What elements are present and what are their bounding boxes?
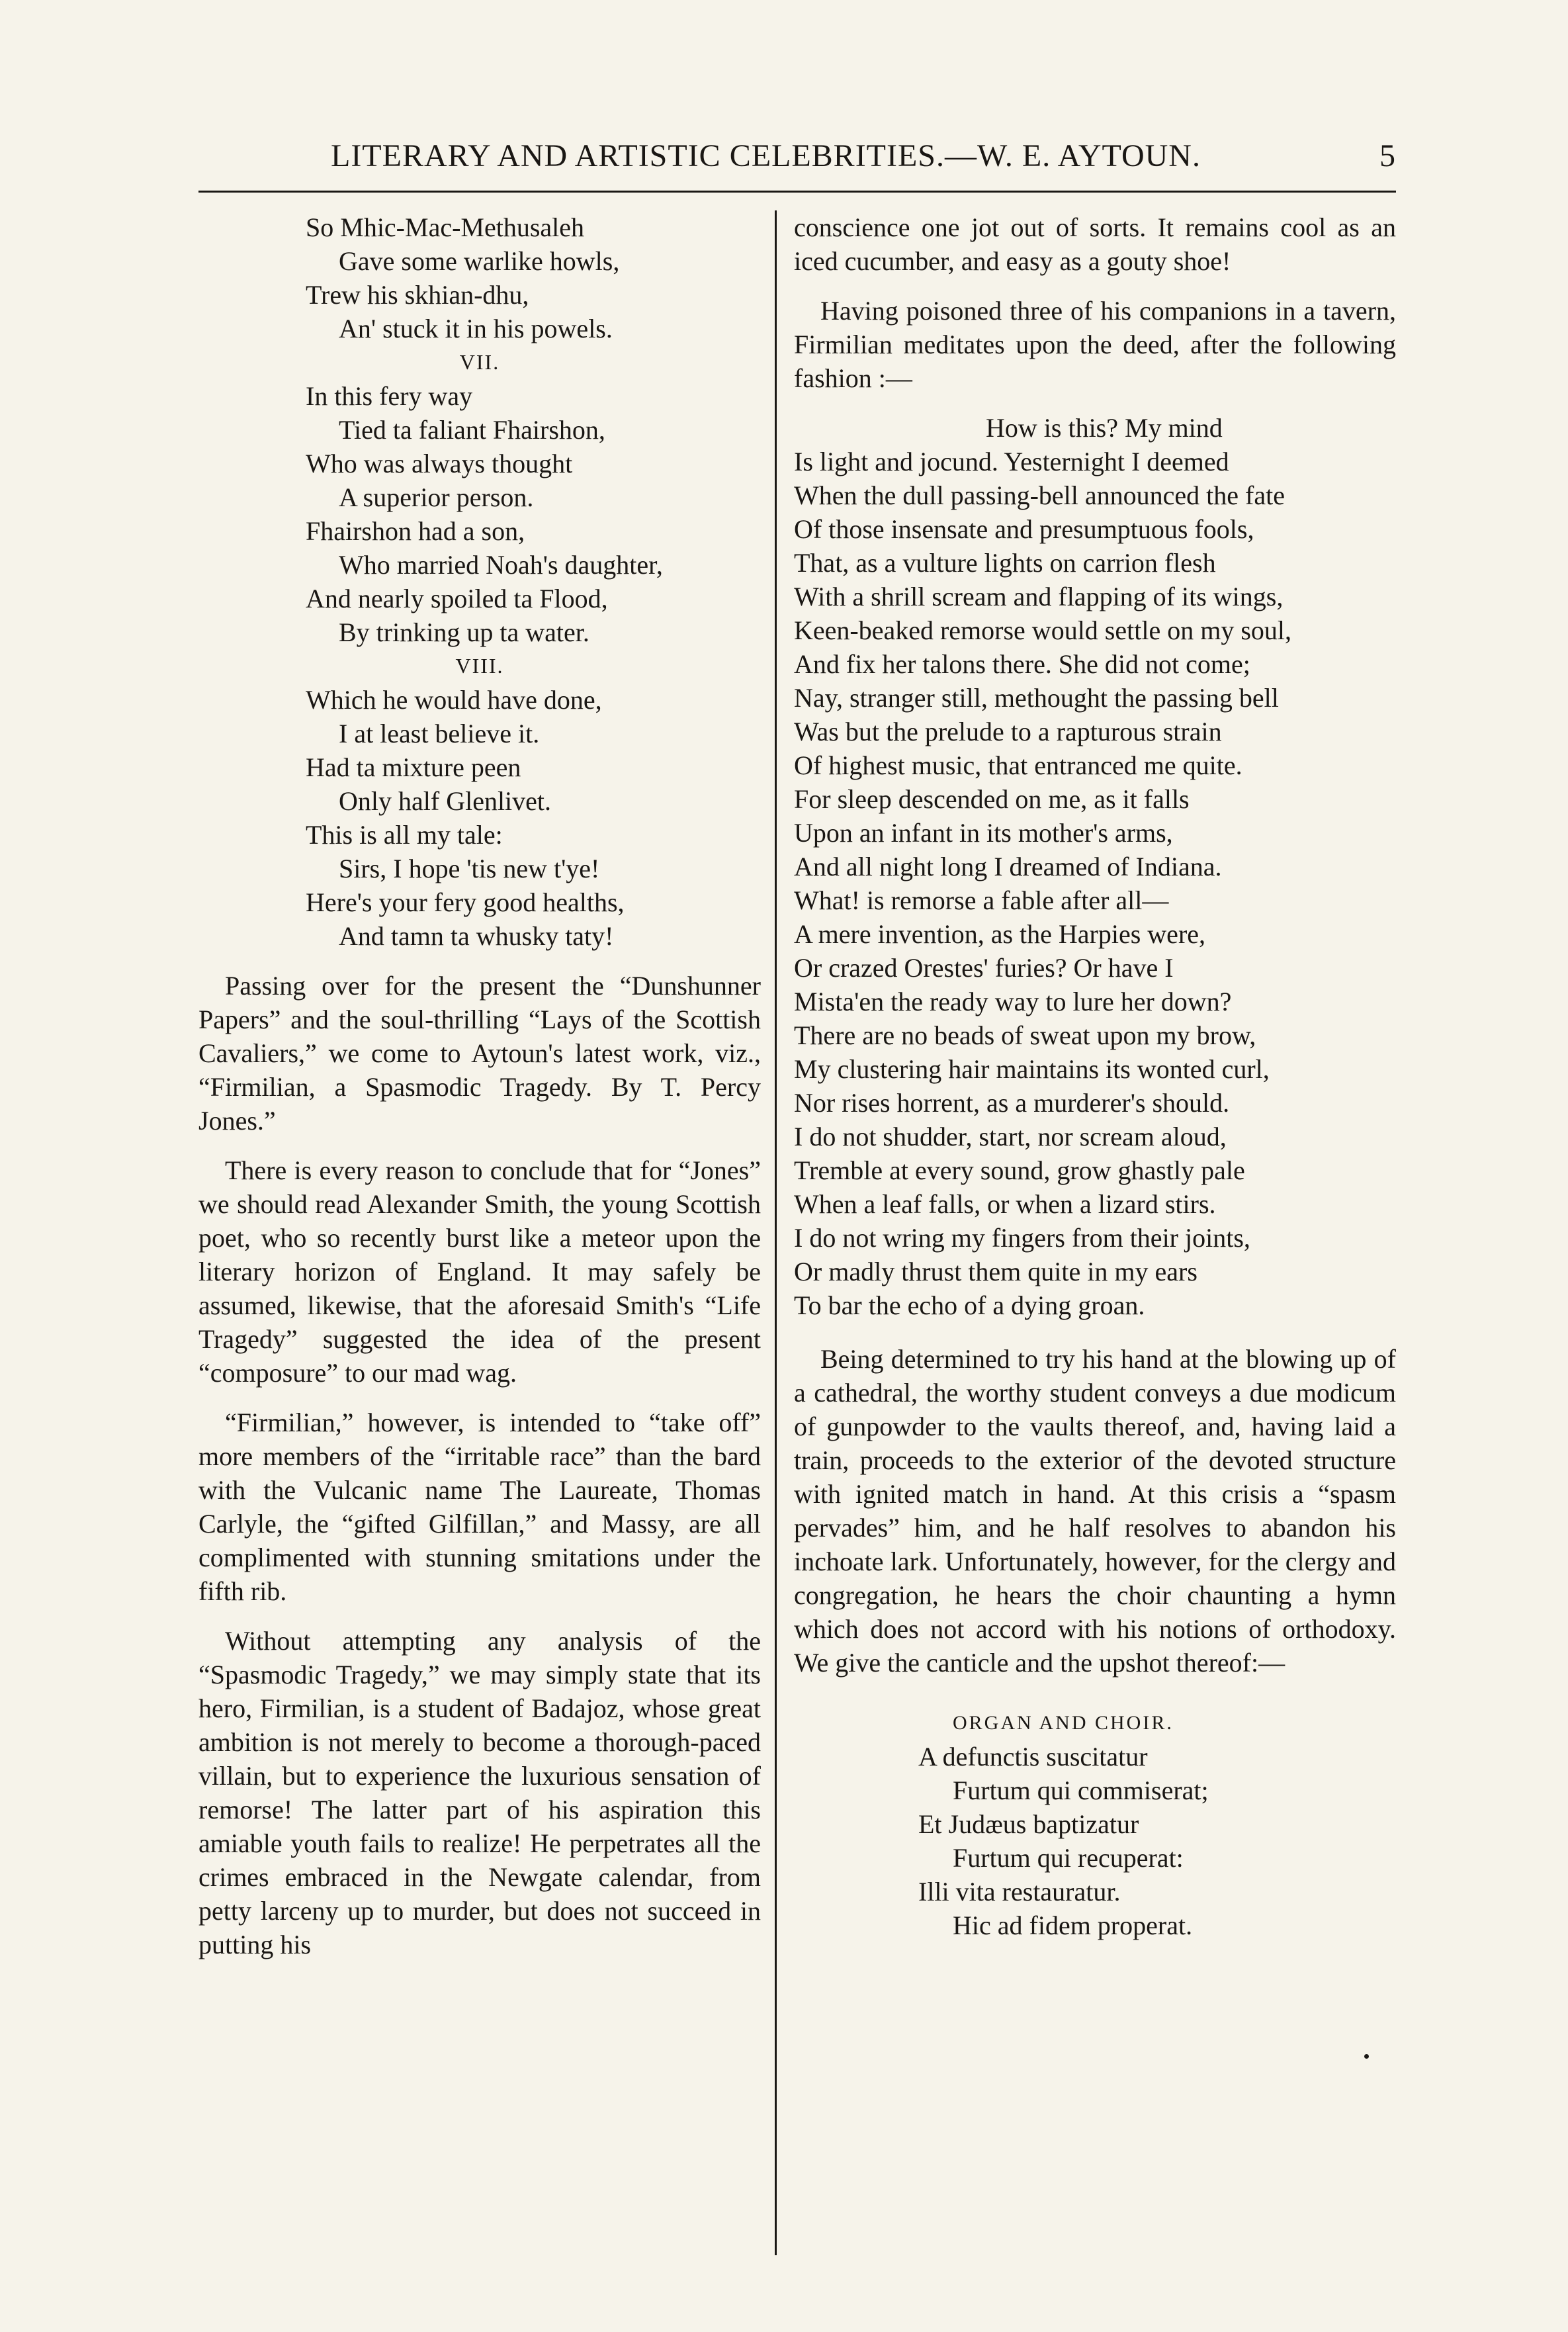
verse-line: Hic ad fidem properat.	[953, 1910, 1193, 1940]
verse-line: Furtum qui commiserat;	[953, 1775, 1209, 1805]
page-number: 5	[1379, 138, 1396, 173]
verse-line: For sleep descended on me, as it falls	[794, 784, 1190, 814]
verse-line: Mista'en the ready way to lure her down?	[794, 987, 1232, 1016]
body-paragraph-continued: conscience one jot out of sorts. It remains cool as an iced cucumber, and easy as a gouty shoe!	[794, 212, 1396, 276]
organ-and-choir-hymn	[794, 1706, 1396, 1942]
verse-line: Is light and jocund. Yesternight I deemed	[794, 447, 1229, 476]
verse-line: Who was always thought	[306, 449, 573, 478]
verse-line: When the dull passing-bell announced the fate	[794, 480, 1285, 510]
verse-line: That, as a vulture lights on carrion flesh	[794, 548, 1216, 578]
verse-line: How is this? My mind	[986, 413, 1223, 443]
verse-stanza-vii	[198, 379, 761, 649]
verse-line: With a shrill scream and flapping of its wings,	[794, 582, 1284, 611]
verse-line: Furtum qui recuperat:	[953, 1843, 1184, 1873]
verse-line: Keen-beaked remorse would settle on my soul,	[794, 615, 1292, 645]
verse-line: Was but the prelude to a rapturous strain	[794, 717, 1222, 746]
verse-line: Had ta mixture peen	[306, 752, 521, 782]
verse-line: I do not wring my fingers from their joints,	[794, 1223, 1250, 1253]
verse-line: An' stuck it in his powels.	[339, 314, 613, 343]
verse-line: Which he would have done,	[306, 685, 602, 715]
verse-line: Fhairshon had a son,	[306, 516, 525, 546]
verse-line: I at least believe it.	[339, 719, 540, 748]
running-header	[198, 132, 1396, 185]
verse-line: A defunctis suscitatur	[918, 1742, 1148, 1771]
verse-line: There are no beads of sweat upon my brow,	[794, 1020, 1256, 1050]
verse-stanza-viii	[198, 683, 761, 953]
body-paragraph: Being determined to try his hand at the blowing up of a cathedral, the worthy student conveys a due modicum of gunpowder to the vaults thereof, and, having laid a train, proceeds to the exterior of the devoted structure with ignited match in hand. At this crisis a “spasm pervades” him, and he half resolves to abandon his inchoate lark. Unfortunately, however, for the clergy and congregation, he hears the choir chaunting a hymn which does not accord with his notions of orthodoxy. We give the canticle and the upshot thereof:—	[794, 1344, 1396, 1678]
hymn-heading: ORGAN AND CHOIR.	[953, 1712, 1174, 1734]
verse-line: Illi vita restauratur.	[918, 1877, 1121, 1906]
verse-line: This is all my tale:	[306, 820, 503, 850]
body-paragraph: Having poisoned three of his companions in a tavern, Firmilian meditates upon the deed, after the following fashion :—	[794, 296, 1396, 393]
verse-line: My clustering hair maintains its wonted curl,	[794, 1054, 1270, 1084]
verse-line: Who married Noah's daughter,	[339, 550, 663, 580]
stanza-number: VII.	[459, 350, 500, 374]
column-divider	[775, 210, 777, 2255]
verse-line: Upon an infant in its mother's arms,	[794, 818, 1173, 848]
verse-line: What! is remorse a fable after all—	[794, 885, 1169, 915]
verse-line: Of highest music, that entranced me quite.	[794, 750, 1242, 780]
verse-line: Sirs, I hope 'tis new t'ye!	[339, 854, 600, 883]
verse-line: Trew his skhian-dhu,	[306, 280, 529, 310]
body-paragraph: There is every reason to conclude that for “Jones” we should read Alexander Smith, the young Scottish poet, who so recently burst like a meteor upon the literary horizon of England. It may safely be assumed, likewise, that the aforesaid Smith's “Life Tragedy” suggested the idea of the present “composure” to our mad wag.	[198, 1155, 761, 1388]
verse-line: A mere invention, as the Harpies were,	[794, 919, 1206, 949]
verse-line: I do not shudder, start, nor scream aloud,	[794, 1122, 1227, 1151]
body-paragraph: “Firmilian,” however, is intended to “take off” more members of the “irritable race” than the bard with the Vulcanic name The Laureate, Thomas Carlyle, the “gifted Gilfillan,” and Massy, are all complimented with stunning smitations under the fifth rib.	[198, 1408, 761, 1606]
verse-line: Tremble at every sound, grow ghastly pale	[794, 1155, 1245, 1185]
verse-line: Only half Glenlivet.	[339, 786, 552, 816]
verse-line: In this fery way	[306, 381, 473, 411]
running-title: LITERARY AND ARTISTIC CELEBRITIES.—W. E. AYTOUN.	[331, 138, 1201, 173]
right-column	[794, 210, 1396, 1942]
verse-line: And tamn ta whusky taty!	[339, 921, 614, 951]
firmilian-soliloquy	[794, 411, 1396, 1322]
verse-line: Nay, stranger still, methought the passing bell	[794, 683, 1279, 713]
verse-line: So Mhic-Mac-Methusaleh	[306, 212, 585, 242]
verse-line: Et Judæus baptizatur	[918, 1809, 1139, 1839]
stanza-number: VIII.	[455, 654, 504, 678]
verse-line: Or madly thrust them quite in my ears	[794, 1257, 1198, 1286]
verse-line: Gave some warlike howls,	[339, 246, 620, 276]
verse-line: Or crazed Orestes' furies? Or have I	[794, 953, 1174, 983]
verse-line: And all night long I dreamed of Indiana.	[794, 852, 1222, 881]
verse-line: When a leaf falls, or when a lizard stirs.	[794, 1189, 1216, 1219]
verse-stanza-vi-end	[198, 210, 761, 345]
verse-line: Of those insensate and presumptuous fools,	[794, 514, 1254, 544]
verse-line: And nearly spoiled ta Flood,	[306, 584, 608, 613]
verse-line: And fix her talons there. She did not come;	[794, 649, 1250, 679]
verse-line: Tied ta faliant Fhairshon,	[339, 415, 605, 445]
verse-line: By trinking up ta water.	[339, 617, 589, 647]
verse-line: Nor rises horrent, as a murderer's should.	[794, 1088, 1230, 1118]
body-paragraph: Passing over for the present the “Dunshunner Papers” and the soul-thrilling “Lays of the Scottish Cavaliers,” we come to Aytoun's latest work, viz., “Firmilian, a Spasmodic Tragedy. By T. Percy Jones.”	[198, 971, 761, 1136]
stray-ink-mark	[1364, 2054, 1369, 2059]
verse-line: A superior person.	[339, 482, 534, 512]
header-rule	[198, 191, 1396, 193]
left-column	[198, 210, 761, 1961]
verse-line: Here's your fery good healths,	[306, 887, 625, 917]
body-paragraph: Without attempting any analysis of the “Spasmodic Tragedy,” we may simply state that its hero, Firmilian, is a student of Badajoz, whose great ambition is not merely to become a thorough-paced villain, but to experience the luxurious sensation of remorse! The latter part of his aspiration this amiable youth fails to realize! He perpetrates all the crimes embraced in the Newgate calendar, from petty larceny up to murder, but does not succeed in putting his	[198, 1626, 761, 1959]
verse-line: To bar the echo of a dying groan.	[794, 1290, 1145, 1320]
